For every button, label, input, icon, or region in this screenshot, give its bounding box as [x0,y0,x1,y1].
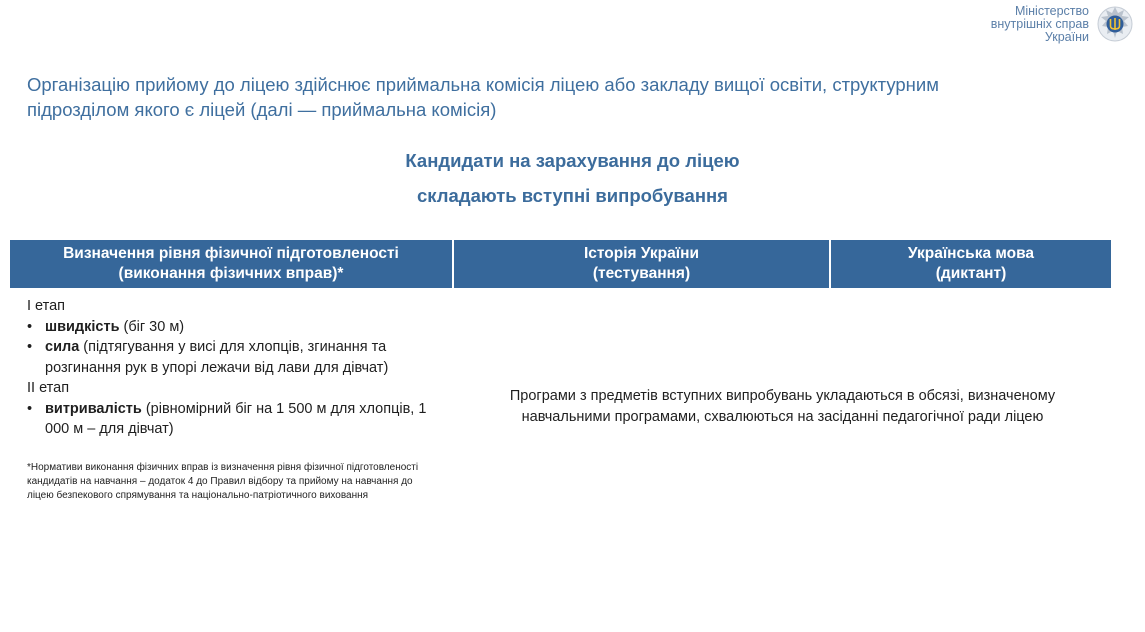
stage-2-list [27,399,447,440]
column-header-language-line-2: (диктант) [935,265,1007,282]
programs-line-2: навчальними програмами, схвалюються на засіданні педагогічної ради ліцею [521,409,1044,425]
bullet-icon: • [27,339,33,355]
intro-line-2: підрозділом якого є ліцей (далі — приймальна комісія) [27,99,497,120]
list-item-detail: (біг 30 м) [119,318,185,335]
bullet-icon: • [27,318,33,335]
list-item-term: швидкість [45,318,120,335]
ministry-name-line-2: внутрішніх справ [990,16,1089,31]
column-header-physical-line-2: (виконання фізичних вправ)* [118,265,344,282]
column-header-history [454,240,829,288]
section-heading-line-1: Кандидати на зарахування до ліцею [405,150,740,171]
list-item-term: витривалість [45,400,142,417]
trident-emblem-icon [1097,4,1133,44]
ministry-logo [991,4,1133,44]
physical-tests-cell [27,296,447,440]
column-header-language-line-1: Українська мова [907,245,1035,262]
footnote: *Нормативи виконання фізичних вправ із визначення рівня фізичної підготовленості кандидатів на навчання – додаток 4 до Правил відбору та прийому на навчання до ліцею безпекового спрямування та національно-патріотичного виховання [27,462,419,501]
intro-line-1: Організацію прийому до ліцею здійснює приймальна комісія ліцею або закладу вищої освіти, структурним [27,74,939,95]
column-header-history-line-2: (тестування) [592,265,691,282]
column-header-history-line-1: Історія України [583,245,700,262]
column-header-language [831,240,1111,288]
stage-1-list [27,317,447,379]
programs-line-1: Програми з предметів вступних випробувань укладаються в обсязі, визначеному [509,388,1056,404]
list-item-term: сила [45,339,80,355]
column-header-physical [10,240,452,288]
programs-cell [470,386,1095,428]
list-item-detail: (підтягування у висі для хлопців, згинання та розгинання рук в упорі лежачи від лави для дівчат) [45,339,389,376]
stage-1-label: I етап [27,298,66,314]
list-item-strength [27,337,447,378]
list-item-endurance [27,399,447,440]
list-item-speed [27,317,447,338]
bullet-icon: • [27,400,33,417]
stage-2-label: II етап [27,380,70,396]
intro-paragraph [27,72,1087,122]
table-header [10,240,1111,288]
ministry-name-line-1: Міністерство [1014,3,1089,18]
ministry-name-line-3: України [1044,29,1089,44]
ministry-name [991,5,1089,44]
list-item-detail: (рівномірний біг на 1 500 м для хлопців, 1 000 м – для дівчат) [45,400,427,437]
section-heading-line-2: складають вступні випробування [417,185,728,206]
column-header-physical-line-1: Визначення рівня фізичної підготовленості [63,245,399,262]
